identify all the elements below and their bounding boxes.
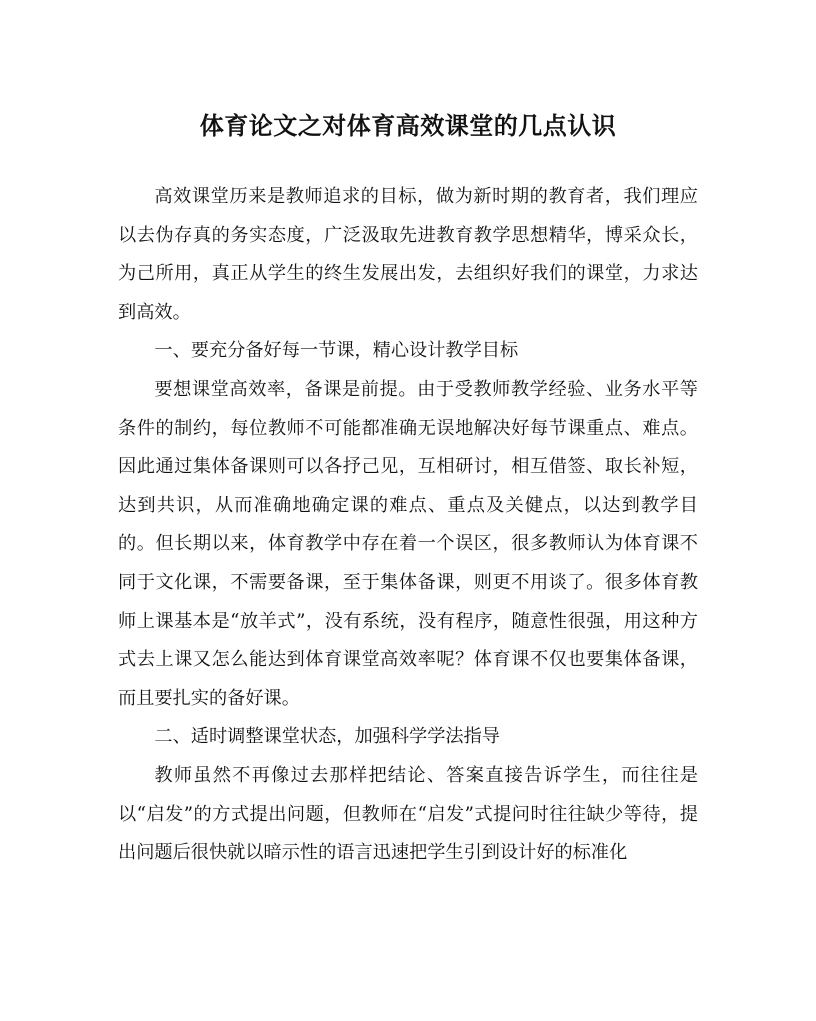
paragraph-section-2: 教师虽然不再像过去那样把结论、答案直接告诉学生，而往往是以“启发”的方式提出问题，但教师在“启发”式提问时往往缺少等待，提出问题后很快就以暗示性的语言迅速把学生引到设计好的标准化 — [118, 764, 698, 864]
paragraph-intro: 高效课堂历来是教师追求的目标，做为新时期的教育者，我们理应以去伪存真的务实态度，广泛汲取先进教育教学思想精华，博采众长，为己所用，真正从学生的终生发展出发，去组织好我们的课堂，力求达到高效。 — [118, 186, 698, 323]
paragraph-section-1: 要想课堂高效率，备课是前提。由于受教师教学经验、业务水平等条件的制约，每位教师不可能都准确无误地解决好每节课重点、难点。因此通过集体备课则可以各抒己见，互相研讨，相互借签、取长补短，达到共识，从而准确地确定课的难点、重点及关健点，以达到教学目的。但长期以来，体育教学中存在着一个误区，很多教师认为体育课不同于文化课，不需要备课，至于集体备课，则更不用谈了。很多体育教师上课基本是“放羊式”，没有系统，没有程序，随意性很强，用这种方式去上课又怎么能达到体育课堂高效率呢？体育课不仅也要集体备课，而且要扎实的备好课。 — [118, 378, 698, 709]
document-body — [118, 178, 698, 873]
section-heading-2: 二、适时调整课堂状态，加强科学学法指导 — [154, 726, 500, 748]
section-heading-1: 一、要充分备好每一节课，精心设计教学目标 — [154, 340, 519, 362]
document-title: 体育论文之对体育高效课堂的几点认识 — [199, 111, 617, 140]
